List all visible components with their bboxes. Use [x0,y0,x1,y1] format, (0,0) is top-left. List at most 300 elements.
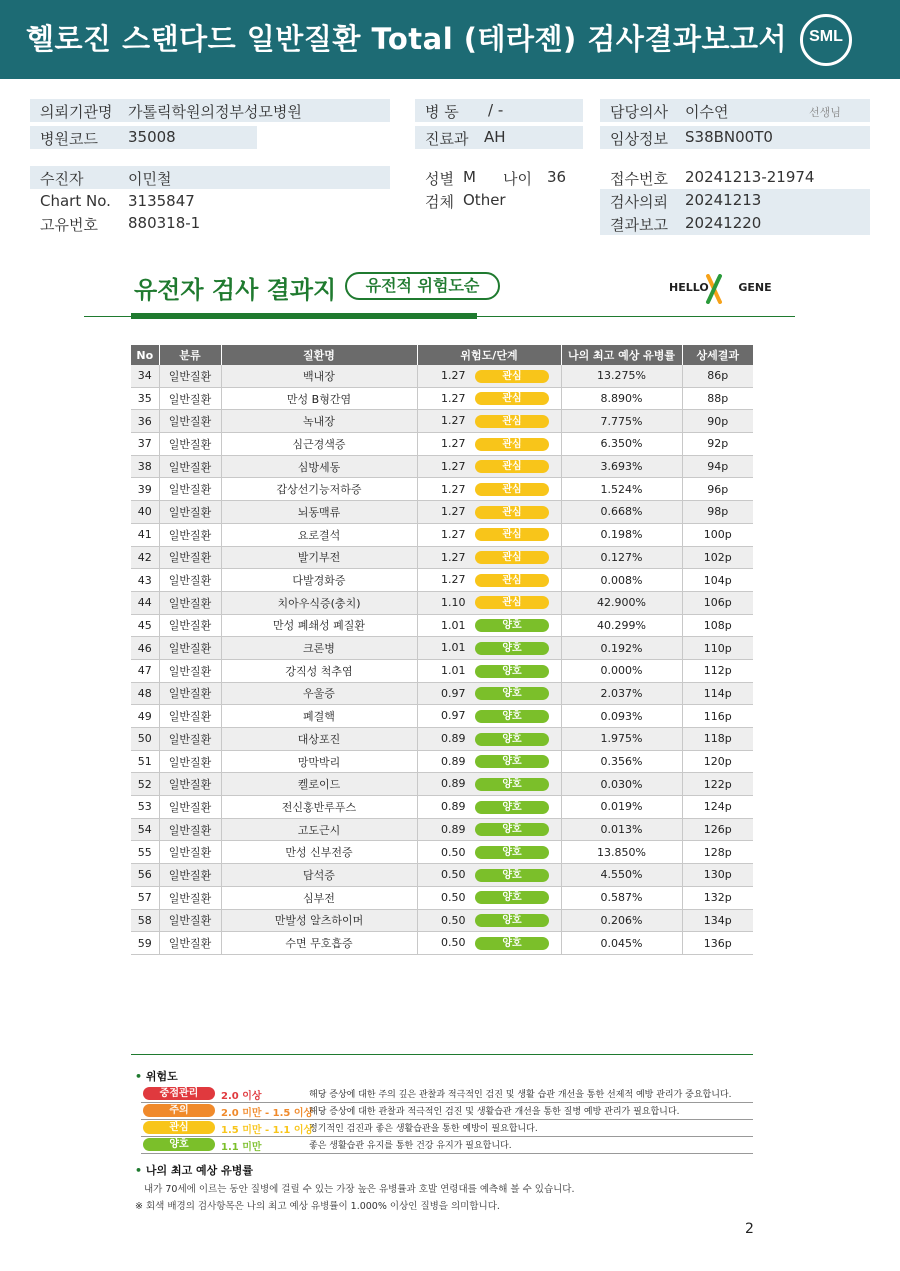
risk-value: 1.01 [441,664,466,678]
category-cell: 일반질환 [159,433,221,456]
stage-badge: 관심 [475,551,549,564]
disease-cell: 켈로이드 [221,773,417,796]
risk-value: 1.27 [441,550,466,564]
table-row [131,410,753,433]
detail-page-cell: 130p [682,864,753,887]
category-cell: 일반질환 [159,637,221,660]
rate-cell: 3.693% [561,455,682,478]
rate-cell: 0.093% [561,705,682,728]
table-row [131,523,753,546]
risk-value: 0.50 [441,890,466,904]
rate-cell: 0.198% [561,523,682,546]
risk-cell [417,728,561,751]
hospital-code-row [30,126,257,149]
table-row [131,501,753,524]
risk-cell [417,523,561,546]
detail-page-cell: 128p [682,841,753,864]
rate-cell: 0.206% [561,909,682,932]
risk-value: 0.89 [441,777,466,791]
clinical-row [600,126,870,149]
no-cell: 50 [131,728,159,751]
risk-value: 0.97 [441,686,466,700]
risk-cell [417,569,561,592]
risk-cell [417,501,561,524]
legend-range: 1.1 미만 [221,1142,262,1153]
risk-cell [417,546,561,569]
uid-label: 고유번호 [40,216,98,234]
table-header-row [131,345,753,365]
disease-cell: 폐결핵 [221,705,417,728]
detail-page-cell: 92p [682,433,753,456]
risk-value: 1.27 [441,505,466,519]
risk-value: 1.27 [441,437,466,451]
risk-value: 1.01 [441,618,466,632]
detail-page-cell: 120p [682,750,753,773]
legend-description: 해당 증상에 대한 주의 깊은 관찰과 적극적인 검진 및 생활 습관 개선을 통한 선제적 예방 관리가 중요합니다. [309,1090,732,1100]
category-cell: 일반질환 [159,773,221,796]
section-accent-bar [131,313,477,319]
patient-value: 이민철 [128,170,172,188]
rate-cell: 13.850% [561,841,682,864]
report-date-row [600,212,870,235]
table-row [131,546,753,569]
specimen-value: Other [463,191,506,209]
risk-value: 0.97 [441,709,466,723]
dept-row [415,126,583,149]
specimen-label: 검체 [425,193,454,211]
disease-cell: 뇌동맥류 [221,501,417,524]
rate-cell: 0.013% [561,818,682,841]
risk-value: 0.89 [441,800,466,814]
category-cell: 일반질환 [159,523,221,546]
category-cell: 일반질환 [159,728,221,751]
stage-badge: 양호 [475,755,549,768]
rate-description: 내가 70세에 이르는 동안 질병에 걸릴 수 있는 가장 높은 유병률과 호발 연령대를 예측해 볼 수 있습니다. [144,1184,575,1195]
risk-legend-title: • 위험도 [135,1070,178,1083]
legend-description: 정기적인 검진과 좋은 생활습관을 통한 예방이 필요합니다. [309,1124,538,1134]
table-row [131,682,753,705]
age-label: 나이 [503,170,532,188]
rate-cell: 8.890% [561,387,682,410]
risk-cell [417,410,561,433]
category-cell: 일반질환 [159,841,221,864]
disease-cell: 전신홍반루푸스 [221,796,417,819]
ward-row [415,99,583,122]
col-header-detail: 상세결과 [682,345,753,365]
risk-cell [417,478,561,501]
sex-label: 성별 [425,170,454,188]
dna-x-icon [705,274,723,304]
detail-page-cell: 106p [682,591,753,614]
hellogene-left: HELLO [669,281,709,294]
legend-badge: 관심 [143,1121,215,1134]
rate-cell: 1.975% [561,728,682,751]
stage-badge: 관심 [475,415,549,428]
no-cell: 58 [131,909,159,932]
rate-cell: 13.275% [561,365,682,387]
risk-value: 1.27 [441,482,466,496]
no-cell: 44 [131,591,159,614]
stage-badge: 관심 [475,528,549,541]
rate-legend-title-text: 나의 최고 예상 유병률 [145,1164,253,1177]
stage-badge: 관심 [475,596,549,609]
stage-badge: 양호 [475,642,549,655]
category-cell: 일반질환 [159,796,221,819]
disease-cell: 크론병 [221,637,417,660]
stage-badge: 양호 [475,937,549,950]
dept-label: 진료과 [425,130,469,148]
disease-cell: 심부전 [221,886,417,909]
disease-cell: 만발성 알츠하이머 [221,909,417,932]
no-cell: 47 [131,659,159,682]
table-row [131,365,753,387]
table-row [131,591,753,614]
detail-page-cell: 90p [682,410,753,433]
detail-page-cell: 96p [682,478,753,501]
col-header-disease: 질환명 [221,345,417,365]
rate-cell: 0.127% [561,546,682,569]
table-row [131,455,753,478]
category-cell: 일반질환 [159,365,221,387]
risk-cell [417,932,561,955]
section-title: 유전자 검사 결과지 [134,276,337,304]
risk-cell [417,614,561,637]
category-cell: 일반질환 [159,546,221,569]
table-row [131,728,753,751]
disease-cell: 발기부전 [221,546,417,569]
table-row [131,909,753,932]
risk-cell [417,659,561,682]
clinical-value: S38BN00T0 [685,128,773,146]
no-cell: 41 [131,523,159,546]
risk-value: 1.27 [441,391,466,405]
category-cell: 일반질환 [159,909,221,932]
stage-badge: 관심 [475,370,549,383]
specimen-row [415,189,585,212]
stage-badge: 양호 [475,733,549,746]
category-cell: 일반질환 [159,659,221,682]
risk-cell [417,433,561,456]
section-subtitle-pill: 유전적 위험도순 [345,272,500,300]
no-cell: 55 [131,841,159,864]
sex-age-row [415,166,585,189]
legend-range: 2.0 이상 [221,1091,262,1102]
risk-value: 0.50 [441,868,466,882]
doctor-suffix: 선생님 [809,106,841,119]
stage-badge: 양호 [475,687,549,700]
table-row [131,569,753,592]
legend-badge: 주의 [143,1104,215,1117]
col-header-no: No [131,345,159,365]
stage-badge: 양호 [475,846,549,859]
page-number: 2 [745,1221,754,1237]
patient-row [30,166,390,189]
detail-page-cell: 118p [682,728,753,751]
risk-cell [417,773,561,796]
table-row [131,478,753,501]
hellogene-right: GENE [738,281,772,294]
no-cell: 39 [131,478,159,501]
rate-cell: 1.524% [561,478,682,501]
table-row [131,614,753,637]
no-cell: 40 [131,501,159,524]
disease-cell: 치아우식증(충치) [221,591,417,614]
detail-page-cell: 100p [682,523,753,546]
request-row [600,189,870,212]
risk-value: 1.27 [441,369,466,383]
detail-page-cell: 122p [682,773,753,796]
footnote: ※ 회색 배경의 검사항목은 나의 최고 예상 유병률이 1.000% 이상인 질병을 의미합니다. [135,1201,500,1212]
no-cell: 43 [131,569,159,592]
stage-badge: 양호 [475,891,549,904]
rate-legend-title: • 나의 최고 예상 유병률 [135,1164,253,1177]
legend-badge: 양호 [143,1138,215,1151]
risk-cell [417,796,561,819]
age-value: 36 [547,168,567,186]
receipt-value: 20241213-21974 [685,168,815,186]
rate-cell: 0.008% [561,569,682,592]
risk-legend-title-text: 위험도 [145,1070,178,1083]
risk-cell [417,705,561,728]
rate-cell: 0.019% [561,796,682,819]
risk-value: 1.01 [441,641,466,655]
no-cell: 59 [131,932,159,955]
disease-cell: 우울증 [221,682,417,705]
no-cell: 56 [131,864,159,887]
stage-badge: 관심 [475,574,549,587]
legend-row [141,1086,753,1103]
table-row [131,932,753,955]
rate-cell: 0.668% [561,501,682,524]
disease-cell: 갑상선기능저하증 [221,478,417,501]
detail-page-cell: 110p [682,637,753,660]
detail-page-cell: 112p [682,659,753,682]
category-cell: 일반질환 [159,591,221,614]
no-cell: 38 [131,455,159,478]
risk-cell [417,365,561,387]
patient-label: 수진자 [40,170,84,188]
risk-value: 0.50 [441,913,466,927]
risk-cell [417,387,561,410]
stage-badge: 관심 [475,392,549,405]
stage-badge: 관심 [475,460,549,473]
risk-value: 1.27 [441,414,466,428]
risk-cell [417,818,561,841]
detail-page-cell: 116p [682,705,753,728]
risk-value: 0.50 [441,936,466,950]
uid-value: 880318-1 [128,214,201,232]
category-cell: 일반질환 [159,886,221,909]
rate-cell: 42.900% [561,591,682,614]
risk-value: 1.27 [441,573,466,587]
category-cell: 일반질환 [159,478,221,501]
detail-page-cell: 132p [682,886,753,909]
no-cell: 57 [131,886,159,909]
disease-cell: 만성 폐쇄성 폐질환 [221,614,417,637]
stage-badge: 양호 [475,823,549,836]
report-date-label: 결과보고 [610,216,668,234]
no-cell: 35 [131,387,159,410]
risk-value: 0.50 [441,845,466,859]
hospital-code-value: 35008 [128,128,176,146]
disease-cell: 심방세동 [221,455,417,478]
risk-value: 0.89 [441,822,466,836]
category-cell: 일반질환 [159,750,221,773]
legend-badge: 중점관리 [143,1087,215,1100]
stage-badge: 양호 [475,778,549,791]
stage-badge: 관심 [475,506,549,519]
col-header-risk: 위험도/단계 [417,345,561,365]
category-cell: 일반질환 [159,818,221,841]
report-title: 헬로진 스탠다드 일반질환 Total (테라젠) 검사결과보고서 [26,22,788,56]
detail-page-cell: 88p [682,387,753,410]
legend-row [141,1120,753,1137]
clinical-label: 임상정보 [610,130,668,148]
risk-cell [417,637,561,660]
stage-badge: 양호 [475,869,549,882]
disease-cell: 백내장 [221,365,417,387]
disease-cell: 만성 신부전증 [221,841,417,864]
stage-badge: 양호 [475,801,549,814]
detail-page-cell: 114p [682,682,753,705]
table-row [131,705,753,728]
institution-label: 의뢰기관명 [40,103,113,121]
sml-logo [800,14,852,66]
disease-cell: 녹내장 [221,410,417,433]
category-cell: 일반질환 [159,705,221,728]
category-cell: 일반질환 [159,410,221,433]
rate-cell: 0.192% [561,637,682,660]
table-row [131,818,753,841]
risk-cell [417,455,561,478]
table-row [131,750,753,773]
disease-cell: 망막박리 [221,750,417,773]
rate-cell: 2.037% [561,682,682,705]
no-cell: 42 [131,546,159,569]
stage-badge: 관심 [475,483,549,496]
category-cell: 일반질환 [159,932,221,955]
doctor-row [600,99,870,122]
col-header-category: 분류 [159,345,221,365]
stage-badge: 관심 [475,438,549,451]
no-cell: 49 [131,705,159,728]
ward-label: 병 동 [425,103,459,121]
disease-cell: 고도근시 [221,818,417,841]
risk-cell [417,909,561,932]
category-cell: 일반질환 [159,569,221,592]
no-cell: 45 [131,614,159,637]
rate-cell: 0.000% [561,659,682,682]
risk-value: 0.89 [441,754,466,768]
risk-value: 1.27 [441,527,466,541]
rate-cell: 0.356% [561,750,682,773]
risk-cell [417,841,561,864]
no-cell: 46 [131,637,159,660]
category-cell: 일반질환 [159,455,221,478]
no-cell: 36 [131,410,159,433]
table-row [131,864,753,887]
legend-range: 1.5 미만 - 1.1 이상 [221,1125,314,1136]
table-row [131,387,753,410]
rate-cell: 40.299% [561,614,682,637]
disease-cell: 강직성 척추염 [221,659,417,682]
detail-page-cell: 94p [682,455,753,478]
legend-divider [131,1054,753,1055]
category-cell: 일반질환 [159,682,221,705]
legend-row [141,1103,753,1120]
disease-cell: 수면 무호흡증 [221,932,417,955]
uid-row [30,212,330,235]
rate-cell: 0.045% [561,932,682,955]
request-label: 검사의뢰 [610,193,668,211]
risk-value: 0.89 [441,732,466,746]
dept-value: AH [484,128,506,146]
receipt-label: 접수번호 [610,170,668,188]
risk-value: 1.27 [441,459,466,473]
table-row [131,773,753,796]
table-row [131,433,753,456]
chart-label: Chart No. [40,192,111,210]
category-cell: 일반질환 [159,501,221,524]
detail-page-cell: 124p [682,796,753,819]
risk-cell [417,591,561,614]
table-row [131,841,753,864]
chart-row [30,190,330,213]
rate-cell: 0.030% [561,773,682,796]
ward-value: / - [488,101,504,119]
detail-page-cell: 136p [682,932,753,955]
no-cell: 53 [131,796,159,819]
stage-badge: 양호 [475,619,549,632]
legend-description: 해당 증상에 대한 관찰과 적극적인 검진 및 생활습관 개선을 통한 질병 예방 관리가 필요합니다. [309,1107,680,1117]
detail-page-cell: 102p [682,546,753,569]
sex-value: M [463,168,476,186]
receipt-row [600,166,870,189]
detail-page-cell: 134p [682,909,753,932]
stage-badge: 양호 [475,710,549,723]
detail-page-cell: 104p [682,569,753,592]
no-cell: 34 [131,365,159,387]
risk-value: 1.10 [441,595,466,609]
detail-page-cell: 108p [682,614,753,637]
chart-value: 3135847 [128,192,195,210]
no-cell: 54 [131,818,159,841]
category-cell: 일반질환 [159,614,221,637]
request-value: 20241213 [685,191,762,209]
no-cell: 52 [131,773,159,796]
rate-cell: 0.587% [561,886,682,909]
category-cell: 일반질환 [159,864,221,887]
rate-cell: 6.350% [561,433,682,456]
table-row [131,796,753,819]
no-cell: 37 [131,433,159,456]
table-row [131,637,753,660]
report-header [0,0,900,79]
no-cell: 51 [131,750,159,773]
stage-badge: 양호 [475,665,549,678]
disease-cell: 심근경색증 [221,433,417,456]
detail-page-cell: 86p [682,365,753,387]
results-table [131,345,753,955]
disease-cell: 다발경화증 [221,569,417,592]
risk-cell [417,886,561,909]
doctor-value: 이수연 [685,103,729,121]
logo-text: SML [809,28,843,45]
risk-cell [417,682,561,705]
table-row [131,659,753,682]
report-date-value: 20241220 [685,214,762,232]
legend-description: 좋은 생활습관 유지를 통한 건강 유지가 필요합니다. [309,1141,512,1151]
